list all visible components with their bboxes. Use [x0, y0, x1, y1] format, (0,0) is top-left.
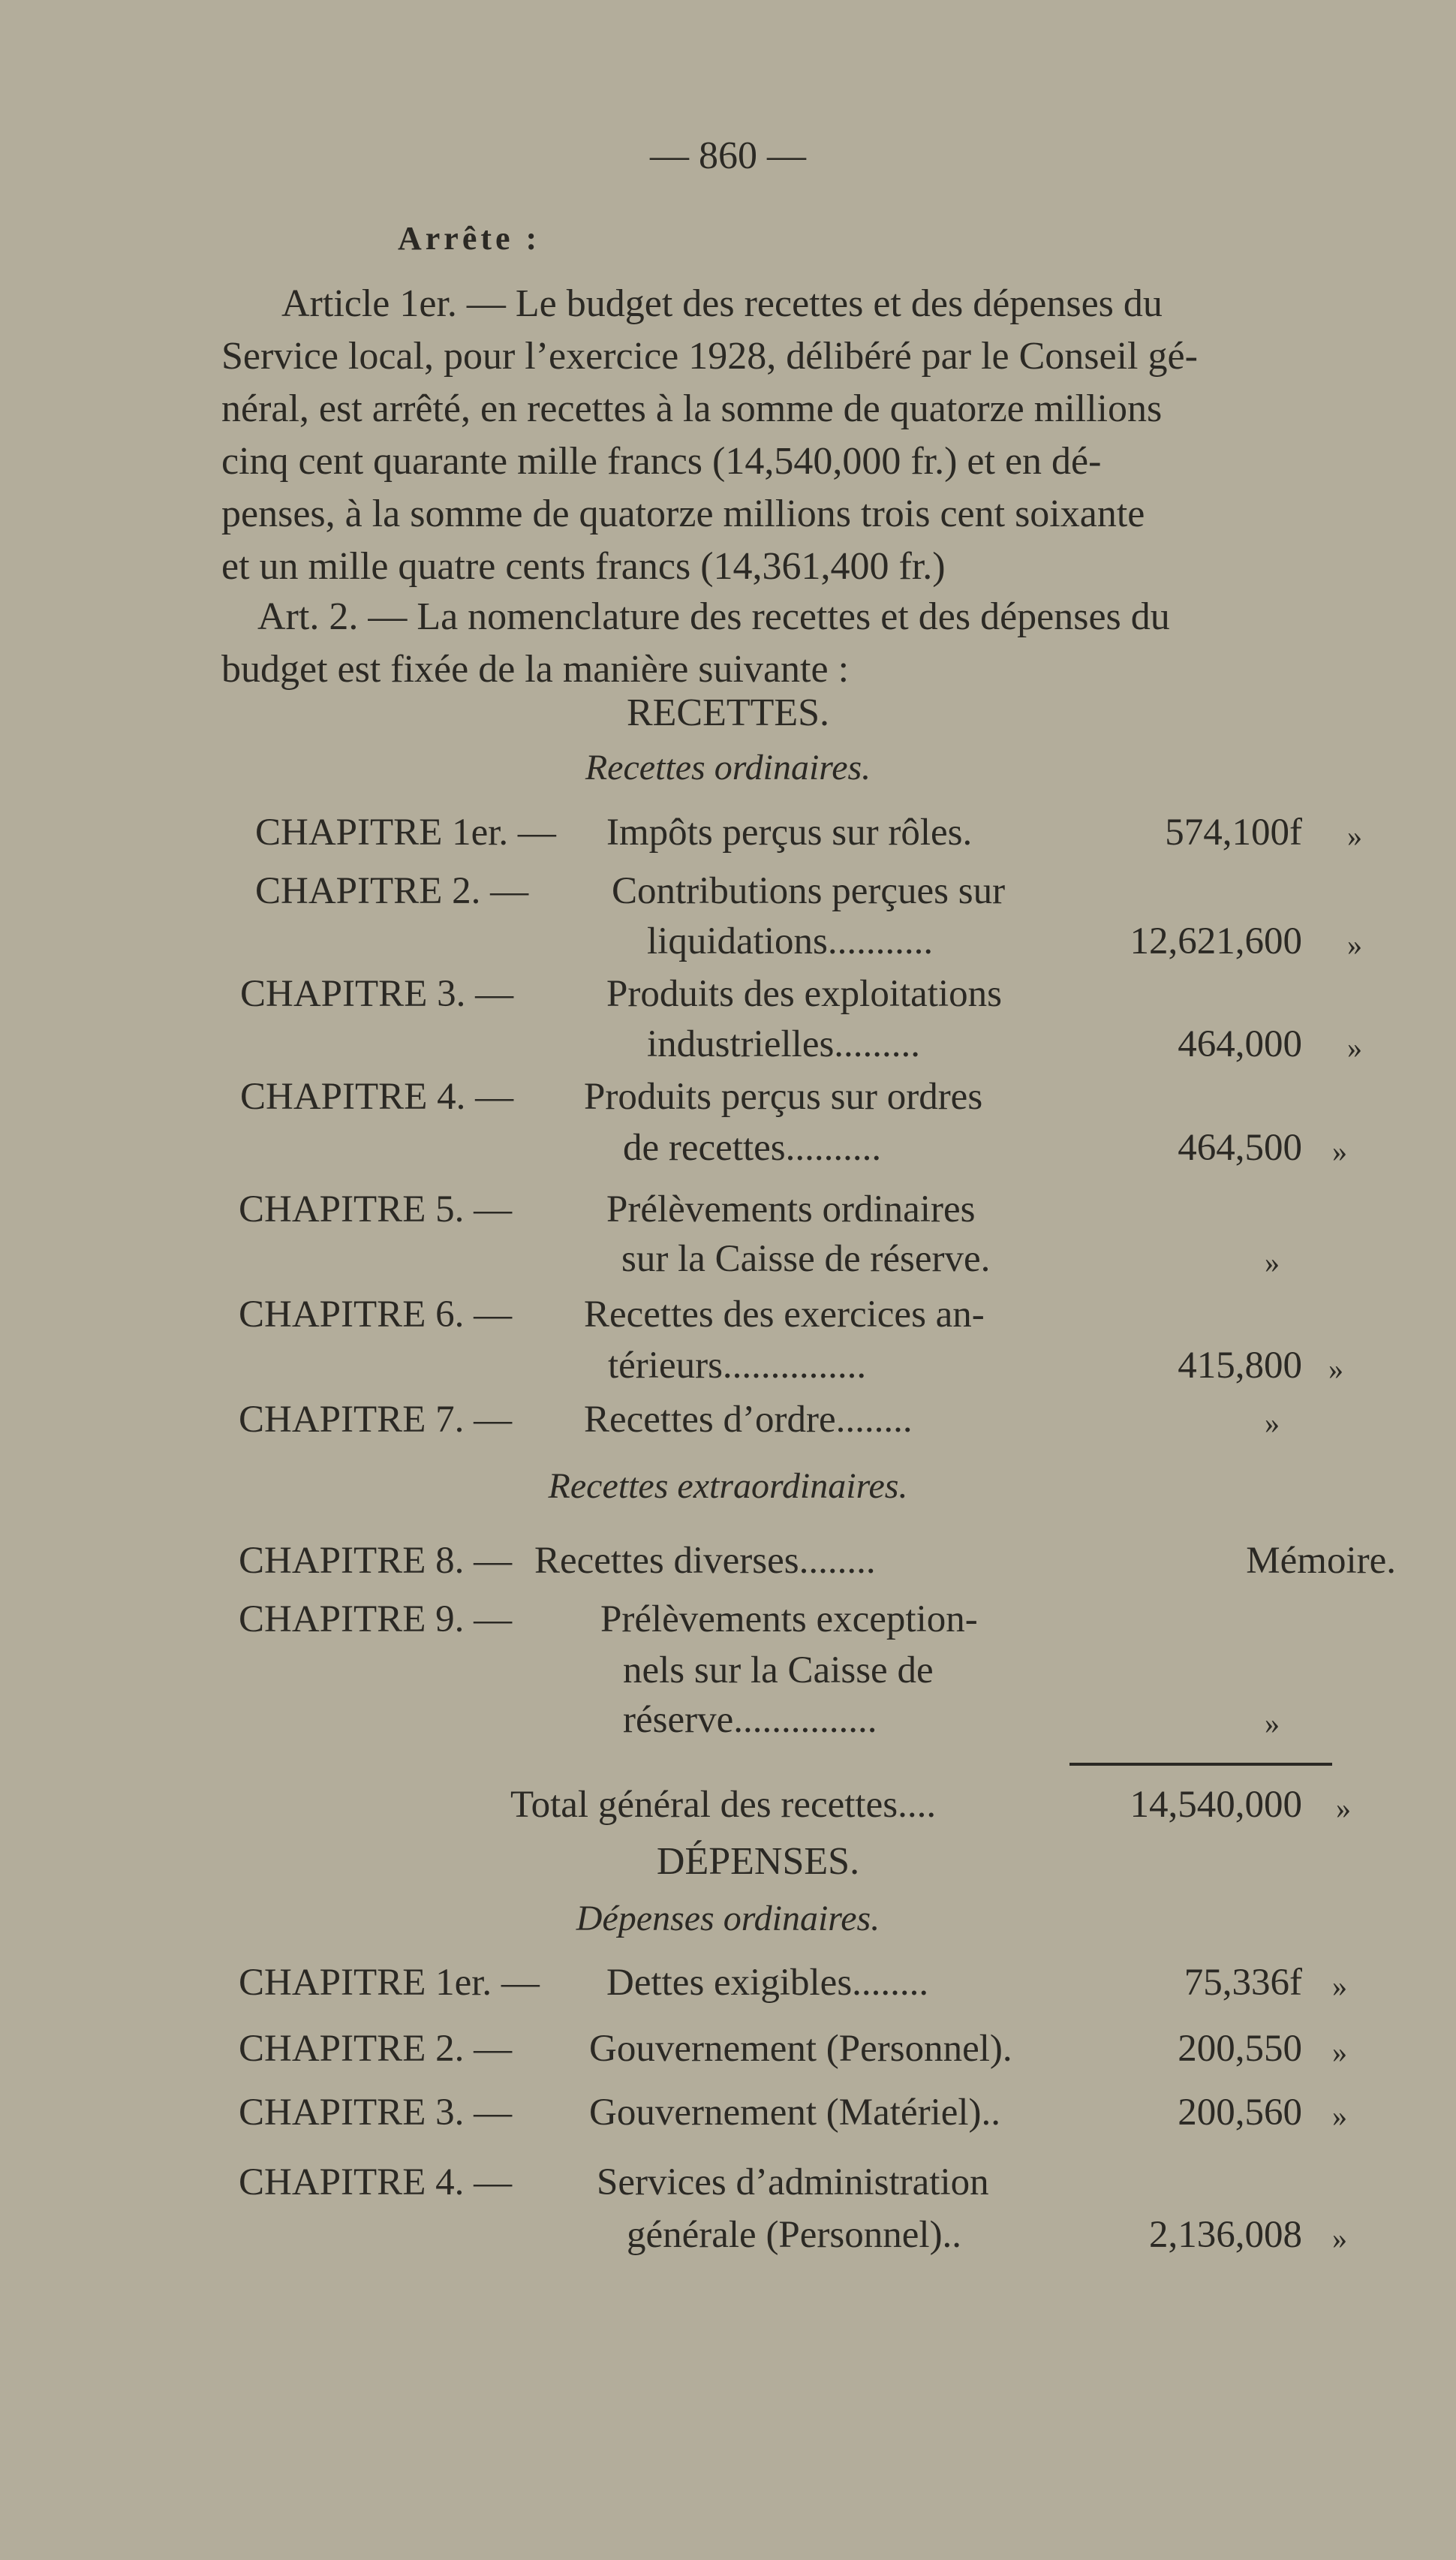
- recettes-chapitre-2-amount: 12,621,600: [1130, 920, 1302, 962]
- total-recettes-amount: 14,540,000: [1130, 1784, 1302, 1826]
- recettes-chapitre-9-title: CHAPITRE 9. —: [239, 1598, 513, 1640]
- article-1-line: Article 1er. — Le budget des recettes et des dépenses du: [281, 282, 1163, 325]
- depenses-chapitre-4-label: générale (Personnel)..: [627, 2214, 962, 2256]
- depenses-heading: DÉPENSES.: [656, 1840, 860, 1883]
- recettes-chapitre-6-title: CHAPITRE 6. —: [239, 1294, 513, 1336]
- recettes-chapitre-9-label: Prélèvements exception-: [600, 1598, 978, 1640]
- depenses-chapitre-4-mark: »: [1332, 2221, 1347, 2255]
- recettes-chapitre-3-label: Produits des exploitations: [606, 973, 1002, 1015]
- article-2-paragraph: [221, 591, 1373, 696]
- recettes-chapitre-6-label: térieurs...............: [608, 1345, 867, 1387]
- article-1-line: Service local, pour l’exercice 1928, délibéré par le Conseil gé-: [221, 335, 1198, 378]
- depenses-chapitre-2-label: Gouvernement (Personnel).: [589, 2028, 1012, 2070]
- recettes-chapitre-4-label: de recettes..........: [623, 1127, 882, 1169]
- depenses-chapitre-3-amount: 200,560: [1178, 2092, 1302, 2134]
- recettes-chapitre-4-amount: 464,500: [1178, 1127, 1302, 1169]
- recettes-chapitre-5-mark: »: [1265, 1245, 1280, 1279]
- article-1-line: cinq cent quarante mille francs (14,540,000 fr.) et en dé-: [221, 440, 1102, 483]
- article-1-line: penses, à la somme de quatorze millions trois cent soixante: [221, 492, 1145, 535]
- recettes-chapitre-1-amount: 574,100f: [1165, 812, 1302, 854]
- depenses-chapitre-1-mark: »: [1332, 1969, 1347, 2003]
- depenses-chapitre-3-title: CHAPITRE 3. —: [239, 2092, 513, 2134]
- depenses-chapitre-1-label: Dettes exigibles........: [606, 1962, 929, 2004]
- recettes-chapitre-3-mark: »: [1347, 1031, 1362, 1065]
- depenses-chapitre-3-label: Gouvernement (Matériel)..: [589, 2092, 1001, 2134]
- recettes-chapitre-5-label: sur la Caisse de réserve.: [621, 1238, 991, 1280]
- recettes-chapitre-4-mark: »: [1332, 1134, 1347, 1168]
- recettes-chapitre-1-label: Impôts perçus sur rôles.: [606, 812, 973, 854]
- recettes-chapitre-3-label: industrielles.........: [647, 1023, 921, 1065]
- recettes-chapitre-7-label: Recettes d’ordre........: [584, 1399, 913, 1441]
- depenses-chapitre-1-amount: 75,336f: [1184, 1962, 1302, 2004]
- recettes-ordinaires-heading: Recettes ordinaires.: [585, 748, 871, 788]
- recettes-chapitre-3-amount: 464,000: [1178, 1023, 1302, 1065]
- depenses-chapitre-1-title: CHAPITRE 1er. —: [239, 1962, 540, 2004]
- article-1-paragraph: [221, 278, 1373, 593]
- total-recettes-mark: »: [1336, 1791, 1351, 1825]
- arrete-heading: Arrête :: [398, 220, 541, 257]
- recettes-chapitre-9-mark: »: [1265, 1706, 1280, 1740]
- depenses-chapitre-2-title: CHAPITRE 2. —: [239, 2028, 513, 2070]
- total-recettes-label: Total général des recettes....: [510, 1784, 937, 1826]
- recettes-chapitre-9-label: nels sur la Caisse de: [623, 1649, 934, 1691]
- recettes-chapitre-4-title: CHAPITRE 4. —: [240, 1076, 514, 1118]
- recettes-chapitre-7-title: CHAPITRE 7. —: [239, 1399, 513, 1441]
- recettes-heading: RECETTES.: [626, 691, 830, 734]
- depenses-chapitre-4-title: CHAPITRE 4. —: [239, 2161, 513, 2203]
- depenses-chapitre-4-label: Services d’administration: [597, 2161, 989, 2203]
- recettes-chapitre-2-label: Contributions perçues sur: [612, 870, 1006, 912]
- recettes-chapitre-2-title: CHAPITRE 2. —: [255, 870, 529, 912]
- recettes-chapitre-8-label: Recettes diverses........: [534, 1540, 876, 1582]
- article-2-line: budget est fixée de la manière suivante :: [221, 648, 850, 691]
- depenses-chapitre-2-amount: 200,550: [1178, 2028, 1302, 2070]
- recettes-chapitre-6-amount: 415,800: [1178, 1345, 1302, 1387]
- recettes-chapitre-9-label: réserve...............: [623, 1699, 877, 1741]
- depenses-ordinaires-heading: Dépenses ordinaires.: [576, 1899, 880, 1938]
- recettes-chapitre-8-title: CHAPITRE 8. —: [239, 1540, 513, 1582]
- recettes-chapitre-3-title: CHAPITRE 3. —: [240, 973, 514, 1015]
- article-1-line: et un mille quatre cents francs (14,361,400 fr.): [221, 545, 946, 588]
- recettes-chapitre-6-label: Recettes des exercices an-: [584, 1294, 985, 1336]
- depenses-chapitre-4-amount: 2,136,008: [1149, 2214, 1302, 2256]
- depenses-chapitre-3-mark: »: [1332, 2099, 1347, 2133]
- page-number: — 860 —: [650, 134, 806, 177]
- recettes-chapitre-1-title: CHAPITRE 1er. —: [255, 812, 556, 854]
- recettes-extraordinaires-heading: Recettes extraordinaires.: [548, 1466, 908, 1506]
- recettes-chapitre-8-amount: Mémoire.: [1246, 1540, 1396, 1582]
- total-rule: [1069, 1763, 1332, 1766]
- article-2-line: Art. 2. — La nomenclature des recettes et des dépenses du: [257, 595, 1170, 638]
- recettes-chapitre-5-title: CHAPITRE 5. —: [239, 1188, 513, 1230]
- recettes-chapitre-7-mark: »: [1265, 1406, 1280, 1440]
- recettes-chapitre-1-mark: »: [1347, 819, 1362, 853]
- article-1-line: néral, est arrêté, en recettes à la somme de quatorze millions: [221, 387, 1163, 430]
- recettes-chapitre-4-label: Produits perçus sur ordres: [584, 1076, 983, 1118]
- recettes-chapitre-6-mark: »: [1328, 1352, 1343, 1386]
- recettes-chapitre-5-label: Prélèvements ordinaires: [606, 1188, 976, 1230]
- recettes-chapitre-2-mark: »: [1347, 928, 1362, 962]
- recettes-chapitre-2-label: liquidations...........: [647, 920, 934, 962]
- depenses-chapitre-2-mark: »: [1332, 2035, 1347, 2069]
